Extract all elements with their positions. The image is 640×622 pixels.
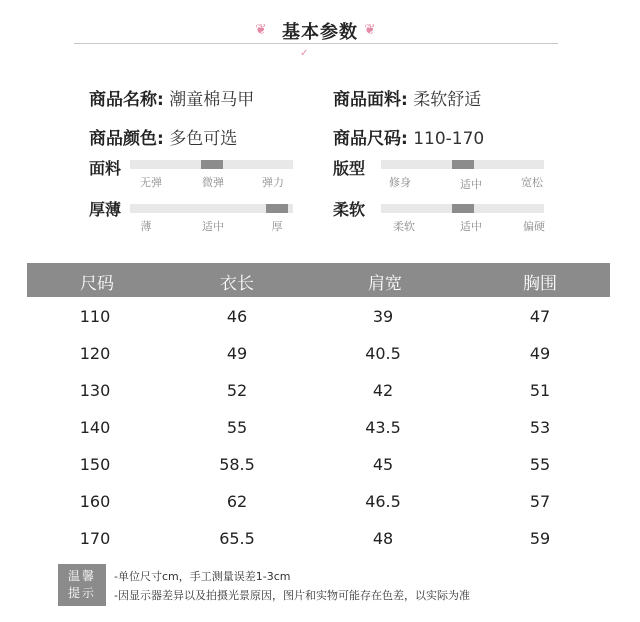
- table-header-shoulder: 肩宽: [368, 274, 402, 294]
- slider-tick: 适中: [202, 220, 224, 233]
- cell-shoulder: 45: [372, 455, 394, 474]
- info-name-key: 商品名称:: [89, 90, 164, 110]
- tip-badge-line1: 温馨: [67, 569, 96, 583]
- tip-note-units: -单位尺寸cm，手工测量误差1-3cm: [114, 570, 291, 583]
- slider-tick: 弹力: [262, 176, 284, 189]
- slider-tick: 薄: [140, 220, 152, 233]
- cell-length: 62: [226, 492, 248, 511]
- petal-left-icon: ❦: [255, 22, 267, 38]
- cell-shoulder: 43.5: [365, 418, 401, 437]
- info-fabric: [333, 85, 481, 110]
- slider-thumb-fabric: [201, 160, 223, 169]
- cell-size: 170: [79, 529, 111, 548]
- cell-shoulder: 39: [372, 307, 394, 326]
- slider-thumb-thickness: [266, 204, 288, 213]
- info-name-value: 潮童棉马甲: [169, 90, 255, 110]
- slider-tick: 柔软: [393, 220, 415, 233]
- slider-tick: 微弹: [202, 176, 224, 189]
- cell-size: 120: [79, 344, 111, 363]
- cell-length: 46: [226, 307, 248, 326]
- cell-size: 140: [79, 418, 111, 437]
- slider-tick: 适中: [460, 220, 482, 233]
- info-color: [89, 124, 237, 149]
- table-header-length: 衣长: [220, 274, 254, 294]
- page-title: 基本参数: [282, 22, 358, 43]
- cell-shoulder: 42: [372, 381, 394, 400]
- cell-shoulder: 48: [372, 529, 394, 548]
- cell-chest: 49: [529, 344, 551, 363]
- slider-label-fabric: 面料: [89, 159, 122, 178]
- info-name: [89, 85, 254, 110]
- tip-badge-line2: 提示: [67, 586, 96, 600]
- info-color-value: 多色可选: [169, 129, 238, 149]
- table-header-size: 尺码: [80, 274, 114, 294]
- cell-chest: 57: [529, 492, 551, 511]
- size-table-header: [27, 263, 610, 297]
- cell-length: 58.5: [219, 455, 255, 474]
- slider-thumb-fit: [452, 160, 474, 169]
- info-size-value: 110-170: [413, 129, 485, 149]
- section-header: [0, 14, 640, 64]
- slider-tick: 无弹: [140, 176, 162, 189]
- slider-label-fit: 版型: [333, 159, 366, 178]
- cell-length: 55: [226, 418, 248, 437]
- slider-tick: 适中: [460, 178, 482, 191]
- table-row: [27, 381, 610, 418]
- slider-label-thickness: 厚薄: [89, 200, 122, 219]
- cell-length: 49: [226, 344, 248, 363]
- table-row: [27, 455, 610, 492]
- info-size-key: 商品尺码:: [333, 129, 408, 149]
- table-row: [27, 418, 610, 455]
- petal-right-icon: ❦: [364, 22, 376, 38]
- cell-size: 160: [79, 492, 111, 511]
- cell-chest: 55: [529, 455, 551, 474]
- cell-shoulder: 46.5: [365, 492, 401, 511]
- cell-chest: 51: [529, 381, 551, 400]
- tip-note-color: -因显示器差异以及拍摄光景原因，图片和实物可能存在色差，以实际为准: [114, 589, 470, 602]
- slider-tick: 偏硬: [523, 220, 545, 233]
- cell-length: 52: [226, 381, 248, 400]
- slider-label-softness: 柔软: [333, 200, 366, 219]
- slider-track-softness: [381, 204, 544, 213]
- slider-tick: 修身: [389, 176, 411, 189]
- info-fabric-key: 商品面料:: [333, 90, 408, 110]
- slider-thumb-softness: [452, 204, 474, 213]
- slider-track-fit: [381, 160, 544, 169]
- cell-chest: 59: [529, 529, 551, 548]
- table-row: [27, 307, 610, 344]
- table-row: [27, 529, 610, 566]
- cell-size: 130: [79, 381, 111, 400]
- cell-chest: 53: [529, 418, 551, 437]
- ornament-icon: ✓: [300, 48, 309, 59]
- tip-badge: [58, 564, 106, 606]
- info-color-key: 商品颜色:: [89, 129, 164, 149]
- table-header-chest: 胸围: [523, 274, 557, 294]
- info-fabric-value: 柔软舒适: [413, 90, 482, 110]
- cell-shoulder: 40.5: [365, 344, 401, 363]
- slider-track-thickness: [130, 204, 293, 213]
- table-row: [27, 492, 610, 529]
- cell-size: 150: [79, 455, 111, 474]
- slider-track-fabric: [130, 160, 293, 169]
- cell-chest: 47: [529, 307, 551, 326]
- slider-tick: 宽松: [521, 176, 543, 189]
- cell-length: 65.5: [219, 529, 255, 548]
- info-size: [333, 124, 484, 149]
- slider-tick: 厚: [271, 220, 283, 233]
- table-row: [27, 344, 610, 381]
- cell-size: 110: [79, 307, 111, 326]
